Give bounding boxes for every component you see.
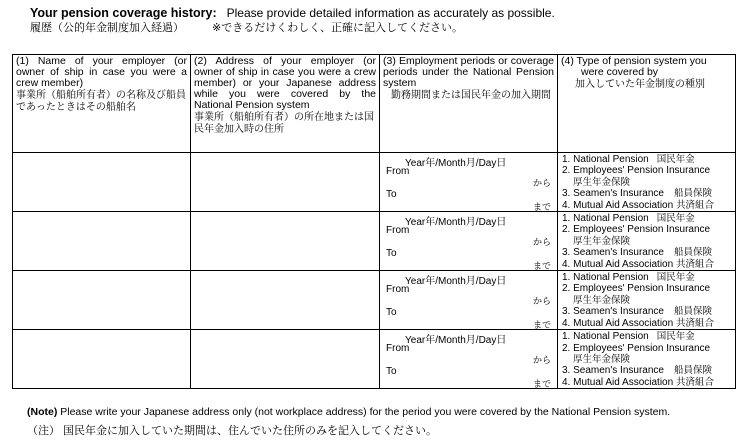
column-header-address-en: (2) Address of your employer (or owner of ship in case you were a crew member) or your Japanese address while you were covered by the National Pension system <box>194 55 376 111</box>
period-cell[interactable] <box>380 212 558 271</box>
to-label-ja: まで <box>532 202 551 212</box>
to-label-ja: まで <box>532 320 551 331</box>
pension-type-option[interactable]: 2. Employees' Pension Insurance <box>562 165 711 177</box>
table-row <box>13 212 736 271</box>
pension-type-cell[interactable] <box>558 271 736 330</box>
form-footer <box>27 406 737 439</box>
column-header-pension-type-en <box>561 56 732 78</box>
from-label-ja: から <box>532 296 551 307</box>
pension-type-option[interactable]: 4. Mutual Aid Association 共済組合 <box>562 258 714 270</box>
date-format-label: Year年/Month月/Day日 <box>405 217 507 229</box>
period-cell[interactable] <box>380 153 558 212</box>
column-header-pension-type <box>558 55 736 153</box>
pension-history-table <box>12 54 736 389</box>
form-instruction: Please provide detailed information as accurately as possible. <box>226 6 555 20</box>
header-english <box>30 6 730 21</box>
column-header-pension-type-en-line1: (4) Type of pension system you <box>561 55 707 67</box>
from-label: From <box>386 284 410 296</box>
note-text: Please write your Japanese address only (not workplace address) for the period you were covered by the National Pension system. <box>60 406 671 418</box>
pension-type-option[interactable]: 2. Employees' Pension Insurance <box>562 224 711 236</box>
to-label: To <box>386 189 397 200</box>
table-header-row <box>13 55 736 153</box>
pension-type-cell[interactable] <box>558 153 736 212</box>
column-header-pension-type-ja: 加入していた年金制度の種別 <box>575 79 705 90</box>
pension-type-option[interactable]: 3. Seamen's Insurance 船員保険 <box>562 247 712 259</box>
pension-type-option[interactable]: 4. Mutual Aid Association 共済組合 <box>562 317 714 329</box>
table-row <box>13 271 736 330</box>
employer-name-cell[interactable] <box>13 330 191 389</box>
to-label-ja: まで <box>532 379 551 390</box>
column-header-period-ja: 勤務期間または国民年金の加入期間 <box>391 90 551 101</box>
pension-type-option[interactable]: 4. Mutual Aid Association 共済組合 <box>562 376 714 388</box>
note-label: (Note) <box>27 406 58 418</box>
period-cell[interactable] <box>380 271 558 330</box>
pension-type-cell[interactable] <box>558 212 736 271</box>
from-label-ja: から <box>532 237 551 248</box>
table-row <box>13 153 736 212</box>
pension-type-option[interactable]: 2. Employees' Pension Insurance <box>562 283 711 295</box>
pension-type-option-ja: 厚生年金保険 <box>573 235 631 247</box>
date-format-label: Year年/Month月/Day日 <box>405 158 507 169</box>
pension-type-option-ja: 厚生年金保険 <box>573 294 631 306</box>
date-format-label: Year年/Month月/Day日 <box>405 335 507 347</box>
pension-type-cell[interactable] <box>558 330 736 389</box>
table-row <box>13 330 736 389</box>
pension-type-option[interactable]: 1. National Pension 国民年金 <box>562 272 695 284</box>
from-label-ja: から <box>532 355 551 366</box>
pension-type-option[interactable]: 3. Seamen's Insurance 船員保険 <box>562 306 712 318</box>
pension-type-option-ja: 厚生年金保険 <box>573 176 631 188</box>
pension-type-option[interactable]: 3. Seamen's Insurance 船員保険 <box>562 188 712 200</box>
pension-type-option-ja: 厚生年金保険 <box>573 353 631 365</box>
employer-name-cell[interactable] <box>13 271 191 330</box>
from-label: From <box>386 166 410 177</box>
to-label: To <box>386 366 397 378</box>
column-header-address <box>191 55 380 153</box>
employer-name-cell[interactable] <box>13 212 191 271</box>
date-format-label: Year年/Month月/Day日 <box>405 276 507 288</box>
pension-type-option[interactable]: 1. National Pension 国民年金 <box>562 331 695 343</box>
form-title: Your pension coverage history: <box>30 6 217 20</box>
header-japanese <box>30 21 730 36</box>
column-header-employer-ja: 事業所（船舶所有者）の名称及び船員であったときはその船舶名 <box>16 90 186 113</box>
footer-note-english <box>27 406 737 419</box>
from-label: From <box>386 343 410 355</box>
pension-type-option[interactable]: 1. National Pension 国民年金 <box>562 213 695 225</box>
employer-name-cell[interactable] <box>13 153 191 212</box>
form-title-ja: 履歴（公的年金制度加入経過） <box>30 22 184 34</box>
address-cell[interactable] <box>191 153 380 212</box>
footer-note-japanese: （注） 国民年金に加入していた期間は、住んでいた住所のみを記入してください。 <box>27 425 438 437</box>
column-header-pension-type-en-line2: were covered by <box>581 66 659 78</box>
from-label-ja: から <box>532 178 551 188</box>
column-header-employer <box>13 55 191 153</box>
form-instruction-ja: ※できるだけくわしく、正確に記入してください。 <box>212 22 463 34</box>
column-header-period-en: (3) Employment periods or coverage periods under the National Pension system <box>383 55 554 89</box>
pension-type-option[interactable]: 4. Mutual Aid Association 共済組合 <box>562 199 714 211</box>
address-cell[interactable] <box>191 212 380 271</box>
column-header-address-ja: 事業所（船舶所有者）の所在地または国民年金加入時の住所 <box>194 112 374 135</box>
from-label: From <box>386 225 410 237</box>
to-label-ja: まで <box>532 261 551 272</box>
form-header <box>30 6 730 36</box>
period-cell[interactable] <box>380 330 558 389</box>
pension-type-option[interactable]: 1. National Pension 国民年金 <box>562 154 695 165</box>
pension-type-option[interactable]: 2. Employees' Pension Insurance <box>562 342 711 354</box>
to-label: To <box>386 248 397 260</box>
column-header-employer-en: (1) Name of your employer (or owner of ship in case you were a crew member) <box>16 55 187 89</box>
to-label: To <box>386 307 397 319</box>
pension-type-option[interactable]: 3. Seamen's Insurance 船員保険 <box>562 365 712 377</box>
address-cell[interactable] <box>191 330 380 389</box>
address-cell[interactable] <box>191 271 380 330</box>
column-header-period <box>380 55 558 153</box>
